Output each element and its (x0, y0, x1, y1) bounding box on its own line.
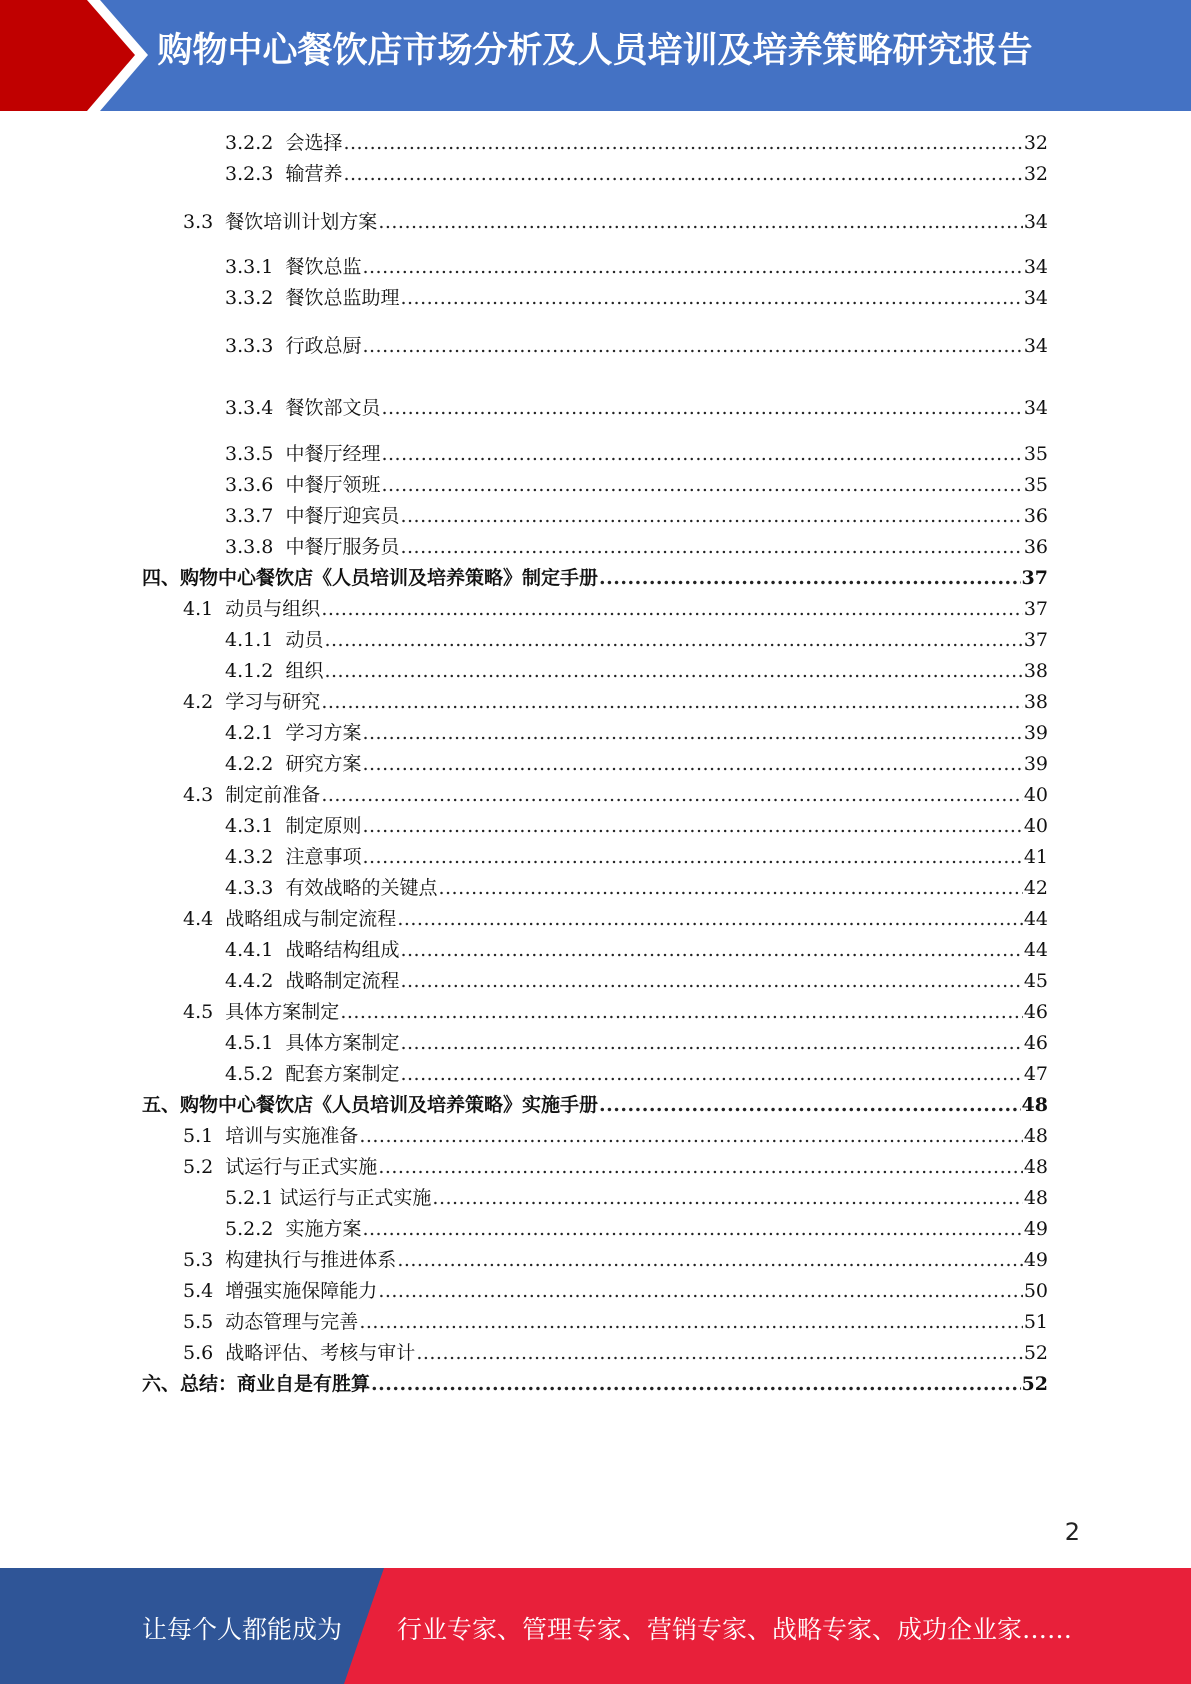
toc-dot-leader (343, 131, 1022, 155)
toc-entry[interactable] (183, 597, 1048, 621)
toc-dot-leader (400, 1031, 1022, 1055)
toc-entry-page: 34 (1023, 256, 1048, 278)
toc-entry-title: 有效战略的关键点 (285, 877, 438, 899)
header-red-chevron (0, 0, 135, 111)
toc-entry-page: 46 (1023, 1032, 1048, 1054)
toc-entry-number: 4.4.2 (225, 970, 286, 992)
toc-entry-title: 动员与组织 (225, 598, 321, 620)
toc-dot-leader (362, 845, 1022, 869)
toc-entry-page: 48 (1023, 1125, 1048, 1147)
toc-entry[interactable] (183, 1341, 1048, 1365)
toc-dot-leader (400, 504, 1022, 528)
toc-entry-number: 4.3.1 (225, 815, 286, 837)
toc-entry-page: 47 (1023, 1063, 1048, 1085)
toc-entry-title: 实施方案 (285, 1218, 362, 1240)
toc-entry[interactable] (183, 1155, 1048, 1179)
toc-entry[interactable] (225, 814, 1048, 838)
toc-entry-title: 学习与研究 (225, 691, 321, 713)
toc-entry-title: 增强实施保障能力 (225, 1280, 378, 1302)
toc-entry[interactable] (225, 286, 1048, 310)
toc-entry[interactable] (142, 566, 1048, 590)
toc-entry[interactable] (225, 938, 1048, 962)
toc-entry-number: 5.2 (183, 1156, 226, 1178)
toc-entry-number: 4.1.2 (225, 660, 286, 682)
toc-entry-number: 5.1 (183, 1125, 226, 1147)
toc-dot-leader (324, 659, 1022, 683)
toc-entry-title: 战略结构组成 (285, 939, 400, 961)
toc-entry[interactable] (225, 1186, 1048, 1210)
toc-entry[interactable] (183, 210, 1048, 234)
toc-entry-number: 4.5.1 (225, 1032, 286, 1054)
toc-entry-page: 36 (1023, 536, 1048, 558)
toc-entry-number: 3.3.3 (225, 335, 286, 357)
toc-entry-page: 48 (1021, 1094, 1048, 1116)
toc-entry-title: 战略制定流程 (285, 970, 400, 992)
toc-dot-leader (359, 1124, 1023, 1148)
toc-entry[interactable] (225, 752, 1048, 776)
toc-entry-number: 5.6 (183, 1342, 226, 1364)
toc-entry-title: 战略评估、考核与审计 (225, 1342, 416, 1364)
toc-dot-leader (599, 566, 1021, 590)
toc-entry-page: 39 (1023, 722, 1048, 744)
toc-entry-title: 六、总结：商业自是有胜算 (142, 1373, 371, 1395)
toc-entry[interactable] (225, 473, 1048, 497)
toc-entry[interactable] (225, 162, 1048, 186)
toc-entry-number: 3.2.2 (225, 132, 286, 154)
toc-entry-page: 44 (1023, 939, 1048, 961)
toc-dot-leader (321, 597, 1023, 621)
toc-entry[interactable] (142, 1372, 1048, 1396)
toc-entry-number: 4.1.1 (225, 629, 286, 651)
toc-dot-leader (381, 396, 1022, 420)
toc-entry-page: 41 (1023, 846, 1048, 868)
toc-entry-number: 4.4 (183, 908, 226, 930)
toc-entry[interactable] (225, 721, 1048, 745)
toc-entry-page: 49 (1023, 1249, 1048, 1271)
toc-entry-number: 3.3 (183, 211, 226, 233)
toc-entry[interactable] (225, 1031, 1048, 1055)
toc-entry-title: 中餐厅经理 (285, 443, 381, 465)
toc-entry-title: 四、购物中心餐饮店《人员培训及培养策略》制定手册 (142, 567, 599, 589)
toc-entry-title: 动员 (285, 629, 324, 651)
toc-entry[interactable] (225, 845, 1048, 869)
toc-entry-number: 4.3.2 (225, 846, 286, 868)
toc-dot-leader (397, 1248, 1023, 1272)
toc-entry-page: 35 (1023, 474, 1048, 496)
toc-entry[interactable] (225, 396, 1048, 420)
toc-dot-leader (400, 969, 1022, 993)
toc-dot-leader (324, 628, 1022, 652)
toc-entry[interactable] (183, 690, 1048, 714)
toc-entry[interactable] (142, 1093, 1048, 1117)
toc-entry-title: 动态管理与完善 (225, 1311, 359, 1333)
toc-entry-number: 5.3 (183, 1249, 226, 1271)
toc-entry-title: 培训与实施准备 (225, 1125, 359, 1147)
toc-entry-number: 4.3 (183, 784, 226, 806)
toc-entry-title: 餐饮总监助理 (285, 287, 400, 309)
toc-dot-leader (416, 1341, 1023, 1365)
toc-entry-number: 3.3.8 (225, 536, 286, 558)
toc-entry[interactable] (225, 659, 1048, 683)
toc-entry-page: 34 (1023, 287, 1048, 309)
toc-entry-number: 4.2.2 (225, 753, 286, 775)
toc-dot-leader (362, 814, 1022, 838)
toc-entry-title: 配套方案制定 (285, 1063, 400, 1085)
toc-entry-title: 具体方案制定 (285, 1032, 400, 1054)
toc-entry-page: 45 (1023, 970, 1048, 992)
toc-dot-leader (343, 162, 1022, 186)
toc-dot-leader (362, 721, 1022, 745)
toc-entry-page: 34 (1023, 335, 1048, 357)
toc-entry-page: 48 (1023, 1156, 1048, 1178)
toc-entry-title: 中餐厅服务员 (285, 536, 400, 558)
toc-entry-title: 输营养 (285, 163, 343, 185)
toc-entry-title: 行政总厨 (285, 335, 362, 357)
toc-entry-number: 5.4 (183, 1280, 226, 1302)
toc-entry[interactable] (225, 535, 1048, 559)
toc-entry-number: 4.2.1 (225, 722, 286, 744)
toc-entry-page: 48 (1023, 1187, 1048, 1209)
toc-entry-page: 32 (1023, 163, 1048, 185)
toc-dot-leader (359, 1310, 1023, 1334)
toc-dot-leader (378, 1155, 1023, 1179)
toc-entry-number: 5.2.1 (225, 1187, 280, 1209)
toc-entry-title: 制定原则 (285, 815, 362, 837)
toc-entry[interactable] (225, 876, 1048, 900)
toc-dot-leader (321, 690, 1023, 714)
toc-entry[interactable] (225, 504, 1048, 528)
toc-entry-title: 试运行与正式实施 (225, 1156, 378, 1178)
toc-entry[interactable] (225, 969, 1048, 993)
toc-entry-title: 制定前准备 (225, 784, 321, 806)
toc-dot-leader (438, 876, 1022, 900)
toc-dot-leader (381, 442, 1022, 466)
toc-entry-number: 5.2.2 (225, 1218, 286, 1240)
toc-entry-title: 餐饮部文员 (285, 397, 381, 419)
toc-entry[interactable] (183, 1310, 1048, 1334)
toc-entry[interactable] (225, 255, 1048, 279)
header-chevron-icon (0, 0, 160, 111)
toc-entry[interactable] (183, 907, 1048, 931)
toc-entry-number: 4.3.3 (225, 877, 286, 899)
toc-entry-title: 构建执行与推进体系 (225, 1249, 397, 1271)
toc-dot-leader (400, 535, 1022, 559)
toc-dot-leader (362, 334, 1022, 358)
toc-dot-leader (371, 1372, 1021, 1396)
toc-entry-number: 3.2.3 (225, 163, 286, 185)
toc-dot-leader (432, 1186, 1022, 1210)
toc-dot-leader (381, 473, 1022, 497)
toc-entry-number: 4.4.1 (225, 939, 286, 961)
toc-entry[interactable] (225, 628, 1048, 652)
toc-dot-leader (400, 1062, 1022, 1086)
toc-entry[interactable] (225, 131, 1048, 155)
toc-entry-number: 5.5 (183, 1311, 226, 1333)
toc-entry-page: 38 (1023, 691, 1048, 713)
toc-entry-page: 49 (1023, 1218, 1048, 1240)
toc-dot-leader (340, 1000, 1023, 1024)
toc-entry-page: 38 (1023, 660, 1048, 682)
footer-banner (0, 1568, 1191, 1684)
toc-entry-title: 餐饮总监 (285, 256, 362, 278)
toc-entry-page: 46 (1023, 1001, 1048, 1023)
footer-slogan-left: 让每个人都能成为 (142, 1615, 343, 1644)
toc-dot-leader (378, 210, 1023, 234)
toc-dot-leader (321, 783, 1023, 807)
toc-entry-number: 4.1 (183, 598, 226, 620)
toc-dot-leader (400, 938, 1022, 962)
toc-entry-number: 3.3.4 (225, 397, 286, 419)
toc-entry-number: 3.3.5 (225, 443, 286, 465)
toc-entry-page: 40 (1023, 815, 1048, 837)
toc-entry-page: 51 (1023, 1311, 1048, 1333)
toc-entry-title: 研究方案 (285, 753, 362, 775)
toc-entry[interactable] (225, 334, 1048, 358)
toc-entry-page: 35 (1023, 443, 1048, 465)
toc-entry-title: 会选择 (285, 132, 343, 154)
toc-entry-title: 五、购物中心餐饮店《人员培训及培养策略》实施手册 (142, 1094, 599, 1116)
toc-entry[interactable] (225, 1217, 1048, 1241)
toc-entry[interactable] (183, 1248, 1048, 1272)
page-number: 2 (1064, 1518, 1080, 1546)
document-title: 购物中心餐饮店市场分析及人员培训及培养策略研究报告 (157, 31, 1033, 71)
toc-entry[interactable] (225, 1062, 1048, 1086)
toc-entry-title: 战略组成与制定流程 (225, 908, 397, 930)
toc-entry[interactable] (225, 442, 1048, 466)
toc-dot-leader (362, 752, 1022, 776)
toc-entry-page: 42 (1023, 877, 1048, 899)
toc-entry[interactable] (183, 1124, 1048, 1148)
toc-entry[interactable] (183, 1000, 1048, 1024)
toc-entry-number: 4.2 (183, 691, 226, 713)
toc-entry-number: 3.3.2 (225, 287, 286, 309)
toc-entry-title: 具体方案制定 (225, 1001, 340, 1023)
toc-entry-number: 3.3.7 (225, 505, 286, 527)
toc-entry-page: 34 (1023, 397, 1048, 419)
toc-entry-number: 4.5.2 (225, 1063, 286, 1085)
toc-entry-title: 中餐厅领班 (285, 474, 381, 496)
header-banner (0, 0, 1191, 111)
toc-entry-number: 3.3.1 (225, 256, 286, 278)
toc-entry-page: 32 (1023, 132, 1048, 154)
toc-dot-leader (362, 255, 1022, 279)
toc-entry-page: 34 (1023, 211, 1048, 233)
toc-dot-leader (400, 286, 1022, 310)
toc-entry-number: 3.3.6 (225, 474, 286, 496)
toc-entry-title: 中餐厅迎宾员 (285, 505, 400, 527)
toc-dot-leader (397, 907, 1023, 931)
toc-entry-page: 52 (1023, 1342, 1048, 1364)
toc-entry-page: 44 (1023, 908, 1048, 930)
toc-entry-page: 36 (1023, 505, 1048, 527)
toc-entry-title: 组织 (285, 660, 324, 682)
toc-entry[interactable] (183, 783, 1048, 807)
toc-entry-page: 37 (1021, 567, 1048, 589)
toc-dot-leader (378, 1279, 1023, 1303)
toc-entry-page: 39 (1023, 753, 1048, 775)
toc-entry[interactable] (183, 1279, 1048, 1303)
toc-entry-page: 40 (1023, 784, 1048, 806)
toc-entry-title: 餐饮培训计划方案 (225, 211, 378, 233)
footer-slogan-right: 行业专家、管理专家、营销专家、战略专家、成功企业家…… (397, 1615, 1073, 1644)
toc-dot-leader (599, 1093, 1021, 1117)
toc-entry-title: 学习方案 (285, 722, 362, 744)
toc-entry-page: 52 (1021, 1373, 1048, 1395)
toc-entry-title: 注意事项 (285, 846, 362, 868)
toc-entry-page: 37 (1023, 598, 1048, 620)
toc-entry-number: 4.5 (183, 1001, 226, 1023)
toc-entry-page: 50 (1023, 1280, 1048, 1302)
toc-entry-page: 37 (1023, 629, 1048, 651)
toc-dot-leader (362, 1217, 1022, 1241)
toc-entry-title: 试运行与正式实施 (279, 1187, 432, 1209)
